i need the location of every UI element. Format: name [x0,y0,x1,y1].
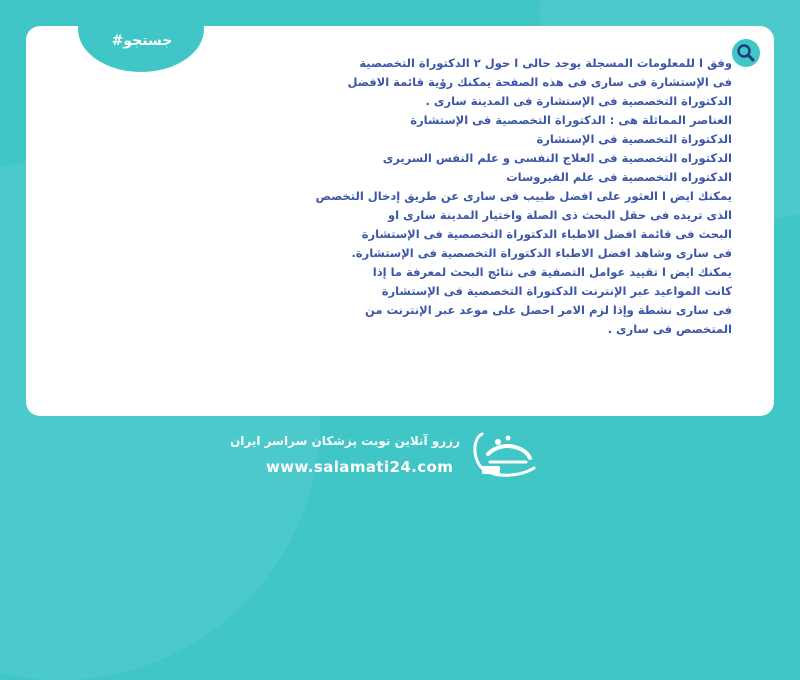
search-icon[interactable] [732,39,760,67]
text-line: يمكنك ايض ا العثور علی افضل طبيب فی ساری عن طريق إدخال التخصص [315,189,732,203]
text-line: الدکتوراة التخصصية فی الإستشارة فی المدينة ساری . [425,94,732,108]
text-line: الدکتوراة التخصصية فی الإستشارة [536,132,732,146]
footer-url[interactable]: www.salamati24.com [266,458,454,476]
text-line: وفق ا للمعلومات المسجلة يوجد حالى ا حول ٢ الدکتوراة التخصصية [359,56,732,70]
text-line: البحث فی قائمة افضل الاطباء الدکتوراة التخصصية فی الإستشارة [361,227,732,241]
text-line: الدکتوراه التخصصية فی العلاج النفسی و علم النفس السريری [382,151,732,165]
salamati-logo [468,424,546,480]
text-line: الدکتوراه التخصصية فی علم الفيروسات [506,170,732,184]
text-line: كانت المواعيد عبر الإنترنت الدکتوراة التخصصية فی الإستشارة [381,284,732,298]
text-line: العناصر المماثلة هی : الدکتوراة التخصصية فی الإستشارة [410,113,732,127]
text-line: فی ساری نشطة وإذا لزم الامر احصل علی موعد عبر الإنترنت من [365,303,732,317]
text-line: الذی تريده فی حقل البحث ذی الصلة واختيار المدينة ساری او [388,208,732,222]
text-line: فی الإستشارة فی ساری فی هذه الصفحة يمكنك رؤية قائمة الافضل [347,75,732,89]
text-line: المتخصص فی ساری . [607,322,732,336]
text-line: يمكنك ايض ا تقييد عوامل التصفية فی نتائج البحث لمعرفة ما إذا [372,265,732,279]
content-card [26,26,774,416]
article-text [292,54,732,339]
text-line: فی ساری وشاهد افضل الاطباء الدکتوراة التخصصية فی الإستشارة. [351,246,732,260]
hashtag-tab-label[interactable]: #جستجو [111,33,173,49]
footer-title: رزرو آنلاین نوبت پزشکان سراسر ایران [230,434,460,448]
